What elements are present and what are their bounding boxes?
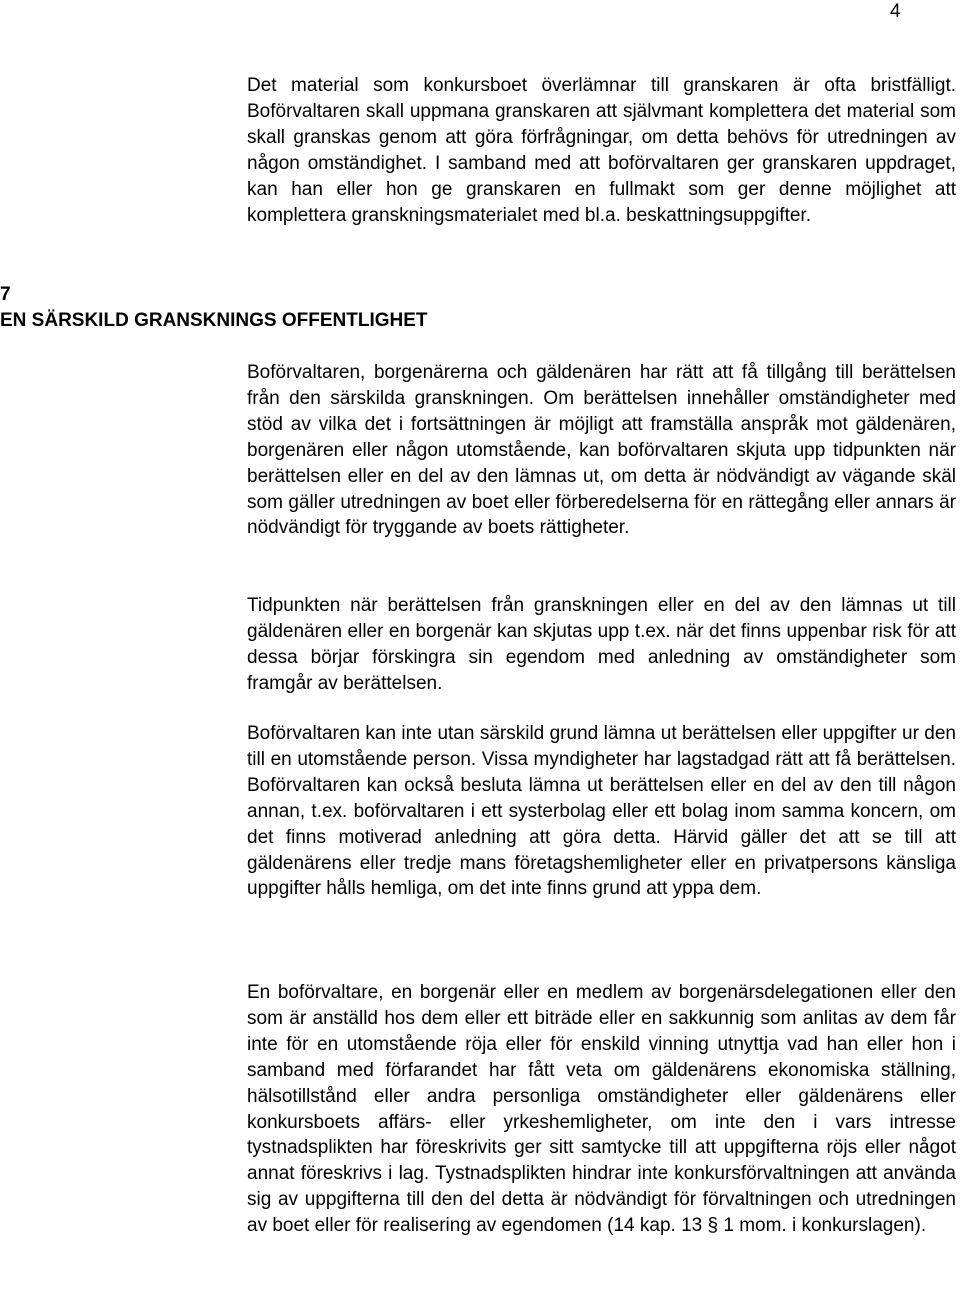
body-paragraph: Tidpunkten när berättelsen från granskningen eller en del av den lämnas ut till gäldenären eller en borgenär kan skjutas upp t.ex. när det finns uppenbar risk för att dessa börjar förskingra sin egendom med anledning av omständigheter som framgår av berättelsen.	[247, 595, 956, 694]
body-paragraph: Boförvaltaren kan inte utan särskild grund lämna ut berättelsen eller uppgifter ur den till en utomstående person. Vissa myndigheter har lagstadgad rätt att få berättelsen. Boförvaltaren kan också besluta lämna ut berättelsen eller en del av den till någon annan, t.ex. boförvaltaren i ett systerbolag eller ett bolag inom samma koncern, om det finns motiverad anledning att göra detta. Härvid gäller det att se till att gäldenärens eller tredje mans företagshemligheter eller en privatpersons känsliga uppgifter hålls hemliga, om det inte finns grund att yppa dem.	[247, 723, 956, 900]
intro-paragraph: Det material som konkursboet överlämnar till granskaren är ofta bristfälligt. Boförvaltaren skall uppmana granskaren att självmant komplettera det material som skall granskas genom att göra förfrågningar, om detta behövs för utredningen av någon omständighet. I samband med att boförvaltaren ger granskaren uppdraget, kan han eller hon ge granskaren en fullmakt som ger denne möjlighet att komplettera granskningsmaterialet med bl.a. beskattningsuppgifter.	[247, 75, 956, 226]
page-number: 4	[890, 1, 901, 22]
body-paragraph: Boförvaltaren, borgenärerna och gäldenären har rätt att få tillgång till berättelsen från den särskilda granskningen. Om berättelsen innehåller omständigheter med stöd av vilka det i fortsättningen är möjligt att framställa anspråk mot gäldenären, borgenären eller någon utomstående, kan boförvaltaren skjuta upp tidpunkten när berättelsen eller en del av den lämnas ut, om detta är nödvändigt av vägande skäl som gäller utredningen av boet eller förberedelserna för en rättegång eller annars är nödvändigt för tryggande av boets rättigheter.	[247, 362, 956, 539]
section-number: 7	[0, 284, 11, 305]
section-title: EN SÄRSKILD GRANSKNINGS OFFENTLIGHET	[0, 310, 428, 331]
body-paragraph: En boförvaltare, en borgenär eller en medlem av borgenärsdelegationen eller den som är anställd hos dem eller ett biträde eller en sakkunnig som anlitas av dem får inte för en utomstående röja eller för enskild vinning utnyttja vad han eller hon i samband med förfarandet har fått veta om gäldenärens ekonomiska ställning, hälsotillstånd eller andra personliga omständigheter eller gäldenärens eller konkursboets affärs- eller yrkeshemligheter, om inte den i vars intresse tystnadsplikten har föreskrivits ger sitt samtycke till att uppgifterna röjs eller något annat föreskrivs i lag. Tystnadsplikten hindrar inte konkursförvaltningen att använda sig av uppgifterna till den del detta är nödvändigt för förvaltningen och utredningen av boet eller för realisering av egendomen (14 kap. 13 § 1 mom. i konkurslagen).	[247, 982, 956, 1237]
